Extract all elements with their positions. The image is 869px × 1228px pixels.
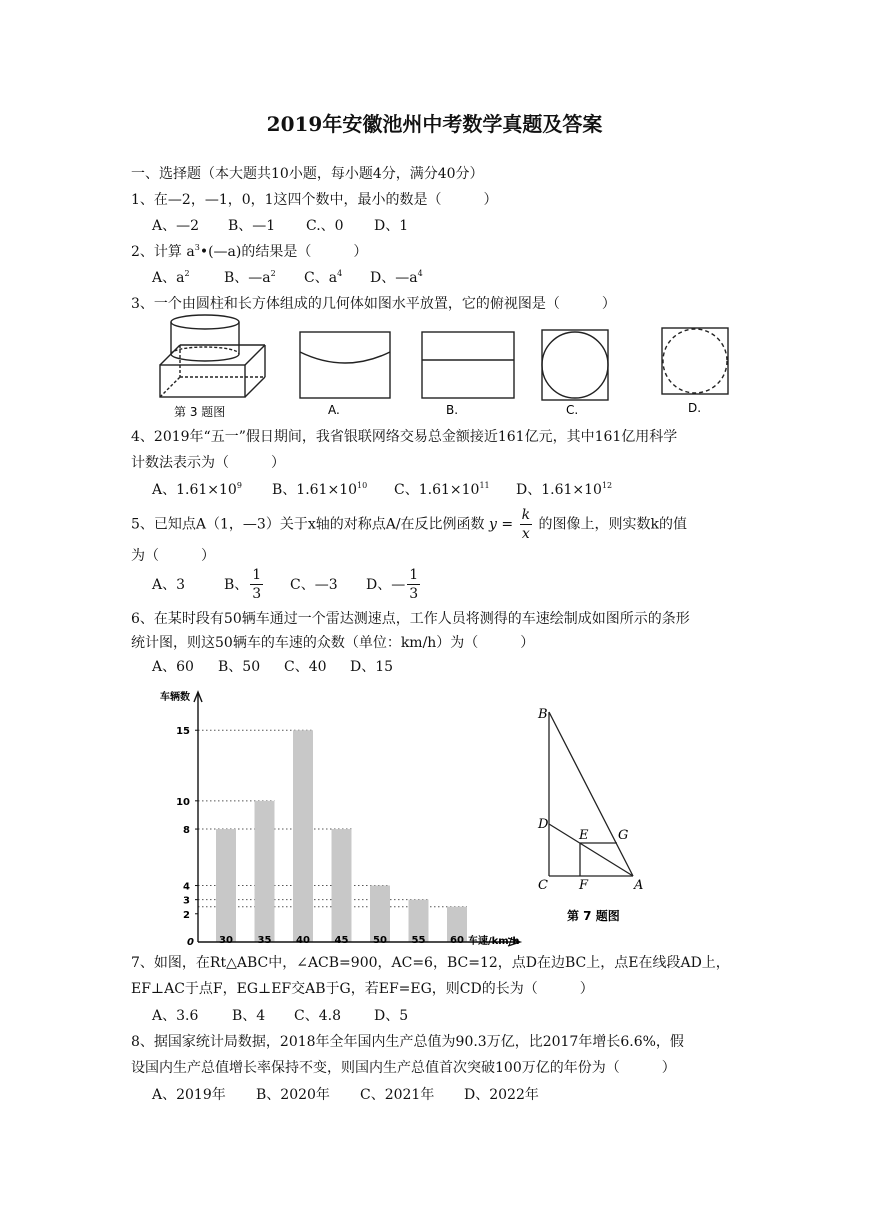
q6-stem-line1: 6、在某时段有50辆车通过一个雷达测速点，工作人员将测得的车速绘制成如图所示的条形 <box>131 611 690 627</box>
q8-option-c: C、2021年 <box>360 1087 435 1103</box>
q5-stem-text-2: 的图像上，则实数k的值 <box>538 516 687 533</box>
y-tick-10: 10 <box>176 796 190 808</box>
page-title: 2019年安徽池州中考数学真题及答案 <box>266 112 603 136</box>
bar-45 <box>332 829 352 942</box>
q1-options <box>152 215 408 235</box>
q4-stem-line1: 4、2019年“五一”假日期间，我省银联网络交易总金额接近161亿元，其中161亿用科学 <box>131 429 678 445</box>
chart-origin-label: 0 <box>187 937 194 948</box>
q5-func-fraction: $\frac{k}{x}$ <box>521 507 531 542</box>
q3-stem: 3、一个由圆柱和长方体组成的几何体如图水平放置，它的俯视图是（ ） <box>131 296 616 312</box>
q2-option-b: B、$—a^2$ <box>224 269 276 286</box>
chart-xlabel: 车速/km/h <box>468 936 520 947</box>
q2-stem-text: 2、计算 a <box>131 244 195 260</box>
q5-option-d: D、— $\frac{1}{3}$ <box>366 567 419 602</box>
q8-stem-line2: 设国内生产总值增长率保持不变，则国内生产总值首次突破100万亿的年份为（ ） <box>131 1060 676 1076</box>
q3-option-d-drawing <box>662 328 728 394</box>
q1-option-b: B、—1 <box>228 218 276 234</box>
q1-option-d: D、1 <box>374 218 409 234</box>
q3-label-d: D. <box>688 401 702 415</box>
q7-point-f: F <box>579 878 589 893</box>
q4-stem-line2: 计数法表示为（ ） <box>131 455 285 471</box>
q6-options <box>152 656 393 676</box>
q2-options <box>152 267 423 287</box>
q3-figure-caption: 第 3 题图 <box>174 405 226 419</box>
q7-option-b: B、4 <box>232 1008 266 1024</box>
q3-label-c: C. <box>566 403 579 417</box>
x-tick-35: 35 <box>257 935 272 946</box>
bar-50 <box>370 886 390 942</box>
q5-stem-line2: 为（ ） <box>131 548 215 564</box>
q5-func-lhs: y = <box>489 516 514 533</box>
q6-option-b: B、50 <box>218 659 261 675</box>
q2-stem <box>131 241 367 261</box>
q5-option-c: C、—3 <box>290 576 338 593</box>
bar-30 <box>216 829 236 942</box>
q2-stem-text-2: •(—a)的结果是（ ） <box>199 244 368 260</box>
q3-figure <box>150 310 750 422</box>
q3-label-a: A. <box>328 403 340 417</box>
q7-option-d: D、5 <box>374 1008 409 1024</box>
q1-stem: 1、在—2，—1，0，1这四个数中，最小的数是（ ） <box>131 192 498 208</box>
q1-option-c: C.、0 <box>306 218 344 234</box>
x-tick-40: 40 <box>296 935 310 946</box>
q7-point-c: C <box>538 878 548 893</box>
y-tick-4: 4 <box>183 881 190 893</box>
y-tick-15: 15 <box>176 726 190 738</box>
q8-stem-line1: 8、据国家统计局数据，2018年全年国内生产总值为90.3万亿，比2017年增长6.6%，假 <box>131 1034 684 1050</box>
bar-40 <box>293 730 313 942</box>
q7-figure-caption: 第 7 题图 <box>567 909 620 923</box>
q2-stem-exponent: 3 <box>194 243 200 252</box>
q4-option-a: A、$1.61\times 10^9$ <box>152 481 242 498</box>
q7-figure <box>533 698 655 928</box>
q3-option-a-drawing <box>300 332 390 398</box>
bar-35 <box>255 801 275 942</box>
q5-option-b: B、 $\frac{1}{3}$ <box>224 567 262 602</box>
q3-option-b-drawing <box>422 332 514 398</box>
q3-label-b: B. <box>446 403 459 417</box>
q1-option-a: A、—2 <box>152 218 200 234</box>
q7-options <box>152 1005 408 1025</box>
q4-option-d: D、$1.61\times 10^{12}$ <box>516 481 613 498</box>
y-tick-3: 3 <box>183 895 190 907</box>
q4-options <box>152 479 612 499</box>
q4-option-c: C、$1.61\times 10^{11}$ <box>394 481 490 498</box>
q2-option-c: C、$a^4$ <box>304 269 343 286</box>
x-tick-45: 45 <box>334 935 349 946</box>
q7-option-c: C、4.8 <box>294 1008 341 1024</box>
q7-triangle-drawing <box>549 712 633 876</box>
q7-point-a: A <box>634 878 644 893</box>
x-tick-50: 50 <box>373 935 387 946</box>
q6-stem-line2: 统计图，则这50辆车的车速的众数（单位：km/h）为（ ） <box>131 635 535 651</box>
q4-option-b: B、$1.61\times 10^{10}$ <box>272 481 368 498</box>
q8-option-d: D、2022年 <box>464 1087 539 1103</box>
y-tick-8: 8 <box>183 825 190 837</box>
chart-ylabel: 车辆数 <box>160 692 190 703</box>
q5-options <box>152 566 422 603</box>
q7-option-a: A、3.6 <box>152 1008 199 1024</box>
q7-point-d: D <box>538 817 549 832</box>
q8-option-b: B、2020年 <box>256 1087 330 1103</box>
q3-option-c-drawing <box>542 330 608 400</box>
q7-stem-line2: EF⊥AC于点F，EG⊥EF交AB于G，若EF=EG，则CD的长为（ ） <box>131 981 594 997</box>
q7-point-b: B <box>538 707 548 722</box>
x-tick-55: 55 <box>411 935 426 946</box>
q6-option-a: A、60 <box>152 659 194 675</box>
q2-option-d: D、$—a^4$ <box>370 269 423 286</box>
x-tick-30: 30 <box>219 935 233 946</box>
q5-option-a: A、3 <box>152 576 186 593</box>
q5-stem-text: 5、已知点A（1，—3）关于x轴的对称点A/在反比例函数 <box>131 516 485 533</box>
q7-point-e: E <box>579 828 589 843</box>
q6-option-d: D、15 <box>350 659 394 675</box>
q3-solid-drawing <box>160 315 265 397</box>
q8-option-a: A、2019年 <box>152 1087 226 1103</box>
q6-option-c: C、40 <box>284 659 327 675</box>
q5-stem <box>131 506 687 543</box>
q6-bar-chart <box>150 680 530 950</box>
q2-option-a: A、$a^2$ <box>152 269 190 286</box>
q7-stem-line1: 7、如图，在Rt△ABC中，∠ACB=900，AC=6，BC=12，点D在边BC上，点E在线段AD上， <box>131 955 730 971</box>
y-tick-2: 2 <box>183 909 190 921</box>
x-tick-60: 60 <box>450 935 464 946</box>
q7-point-g: G <box>618 828 629 843</box>
section-heading: 一、选择题（本大题共10小题，每小题4分，满分40分） <box>131 166 484 182</box>
q8-options <box>152 1084 539 1104</box>
